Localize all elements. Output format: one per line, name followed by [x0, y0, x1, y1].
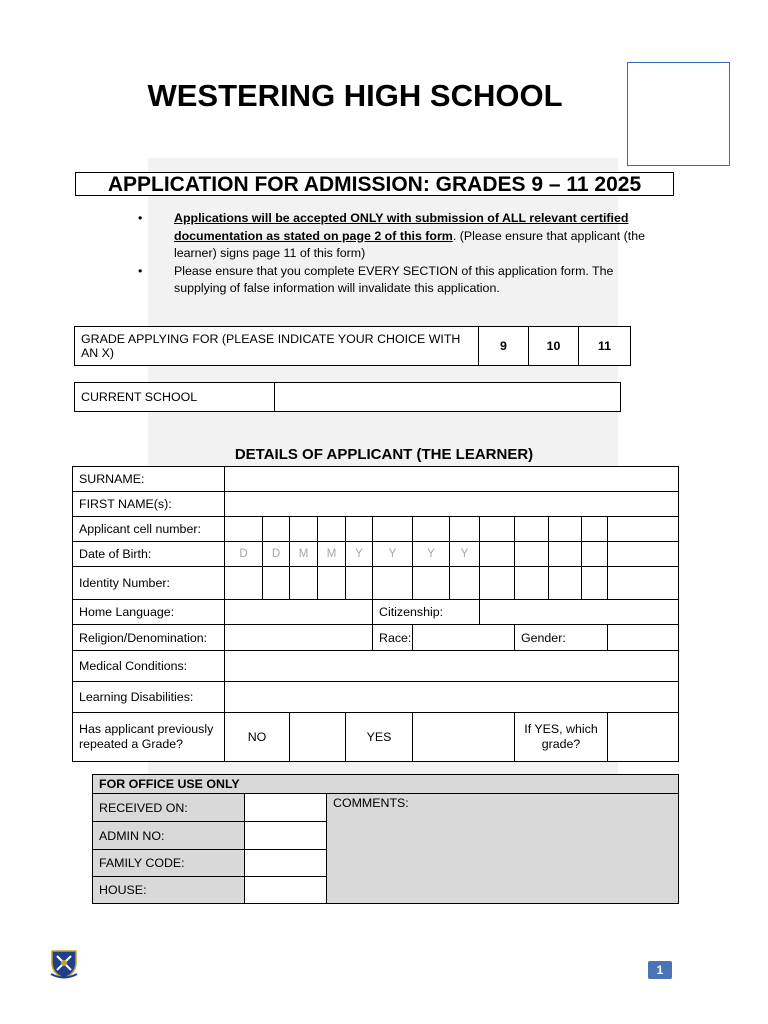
house-field[interactable] — [245, 877, 327, 904]
religion-field[interactable] — [225, 625, 373, 651]
cell-digit-field[interactable] — [225, 517, 263, 542]
home-language-field[interactable] — [225, 600, 373, 625]
instructions-list — [138, 210, 668, 298]
applicant-section-heading: DETAILS OF APPLICANT (THE LEARNER) — [234, 446, 534, 463]
id-digit-field[interactable] — [450, 567, 480, 600]
received-on-label: RECEIVED ON: — [93, 794, 245, 822]
id-digit-field[interactable] — [549, 567, 582, 600]
school-crest-icon — [48, 948, 80, 980]
id-digit-field[interactable] — [290, 567, 318, 600]
id-digit-field[interactable] — [346, 567, 373, 600]
grade-table — [74, 326, 631, 366]
instruction-text: Please ensure that you complete EVERY SECTION of this application form. The supplying of false information will invalidate this application. — [174, 263, 614, 295]
home-language-label: Home Language: — [73, 600, 225, 625]
dob-day-field[interactable]: D — [225, 542, 263, 567]
cell-digit-field[interactable] — [450, 517, 480, 542]
current-school-label: CURRENT SCHOOL — [75, 383, 275, 412]
comments-box[interactable] — [327, 794, 679, 904]
instruction-item — [138, 210, 668, 263]
yes-label: YES — [346, 713, 413, 762]
dob-day-field[interactable]: D — [263, 542, 290, 567]
cell-digit-field[interactable] — [373, 517, 413, 542]
gender-field[interactable] — [608, 625, 679, 651]
admin-no-field[interactable] — [245, 822, 327, 850]
instruction-bold-text: Applications will be accepted ONLY with submission of ALL relevant certified documentation as stated on page 2 of this form — [174, 211, 629, 243]
cell-digit-field[interactable] — [263, 517, 290, 542]
citizenship-field[interactable] — [480, 600, 679, 625]
race-label: Race: — [373, 625, 413, 651]
religion-label: Religion/Denomination: — [73, 625, 225, 651]
dob-extra-field[interactable] — [480, 542, 515, 567]
dob-month-field[interactable]: M — [290, 542, 318, 567]
yes-checkbox[interactable] — [413, 713, 515, 762]
cell-digit-field[interactable] — [608, 517, 679, 542]
dob-year-field[interactable]: Y — [346, 542, 373, 567]
id-digit-field[interactable] — [608, 567, 679, 600]
dob-extra-field[interactable] — [549, 542, 582, 567]
office-use-heading: FOR OFFICE USE ONLY — [93, 775, 679, 794]
photo-box[interactable] — [627, 62, 730, 166]
dob-year-field[interactable]: Y — [450, 542, 480, 567]
applicant-table — [72, 466, 679, 762]
no-checkbox[interactable] — [290, 713, 346, 762]
id-digit-field[interactable] — [263, 567, 290, 600]
grade-option-9[interactable]: 9 — [479, 327, 529, 366]
id-digit-field[interactable] — [480, 567, 515, 600]
bullet-icon: • — [138, 211, 143, 225]
received-on-field[interactable] — [245, 794, 327, 822]
which-grade-field[interactable] — [608, 713, 679, 762]
grade-option-11[interactable]: 11 — [579, 327, 631, 366]
cell-digit-field[interactable] — [480, 517, 515, 542]
dob-year-field[interactable]: Y — [373, 542, 413, 567]
instruction-text: . (Please ensure that applicant (the learner) signs page 11 of this form) — [174, 228, 645, 260]
family-code-label: FAMILY CODE: — [93, 850, 245, 877]
id-digit-field[interactable] — [318, 567, 346, 600]
grade-option-10[interactable]: 10 — [529, 327, 579, 366]
which-grade-label: If YES, which grade? — [515, 713, 608, 762]
dob-year-field[interactable]: Y — [413, 542, 450, 567]
page-number-badge: 1 — [648, 961, 672, 979]
repeated-grade-label: Has applicant previously repeated a Grade? — [73, 713, 225, 762]
comments-label: COMMENTS: — [333, 796, 409, 810]
medical-conditions-field[interactable] — [225, 651, 679, 682]
cell-digit-field[interactable] — [582, 517, 608, 542]
admin-no-label: ADMIN NO: — [93, 822, 245, 850]
learning-disabilities-field[interactable] — [225, 682, 679, 713]
id-digit-field[interactable] — [515, 567, 549, 600]
identity-number-label: Identity Number: — [73, 567, 225, 600]
first-names-label: FIRST NAME(s): — [73, 492, 225, 517]
first-names-field[interactable] — [225, 492, 679, 517]
dob-month-field[interactable]: M — [318, 542, 346, 567]
family-code-field[interactable] — [245, 850, 327, 877]
dob-label: Date of Birth: — [73, 542, 225, 567]
gender-label: Gender: — [515, 625, 608, 651]
bullet-icon: • — [138, 263, 143, 278]
instruction-item — [138, 263, 668, 298]
cell-digit-field[interactable] — [413, 517, 450, 542]
cell-digit-field[interactable] — [346, 517, 373, 542]
dob-extra-field[interactable] — [608, 542, 679, 567]
citizenship-label: Citizenship: — [373, 600, 480, 625]
grade-label: GRADE APPLYING FOR (PLEASE INDICATE YOUR CHOICE WITH AN X) — [75, 327, 479, 366]
cell-digit-field[interactable] — [290, 517, 318, 542]
cell-digit-field[interactable] — [318, 517, 346, 542]
office-use-table — [92, 774, 679, 904]
id-digit-field[interactable] — [582, 567, 608, 600]
house-label: HOUSE: — [93, 877, 245, 904]
current-school-field[interactable] — [275, 383, 621, 412]
medical-conditions-label: Medical Conditions: — [73, 651, 225, 682]
surname-field[interactable] — [225, 467, 679, 492]
cell-digit-field[interactable] — [549, 517, 582, 542]
id-digit-field[interactable] — [413, 567, 450, 600]
current-school-table — [74, 382, 621, 412]
dob-extra-field[interactable] — [515, 542, 549, 567]
surname-label: SURNAME: — [73, 467, 225, 492]
cell-number-label: Applicant cell number: — [73, 517, 225, 542]
school-name: WESTERING HIGH SCHOOL — [147, 78, 563, 113]
race-field[interactable] — [413, 625, 515, 651]
no-label: NO — [225, 713, 290, 762]
id-digit-field[interactable] — [225, 567, 263, 600]
learning-disabilities-label: Learning Disabilities: — [73, 682, 225, 713]
id-digit-field[interactable] — [373, 567, 413, 600]
form-title: APPLICATION FOR ADMISSION: GRADES 9 – 11 2025 — [75, 172, 674, 196]
cell-digit-field[interactable] — [515, 517, 549, 542]
dob-extra-field[interactable] — [582, 542, 608, 567]
